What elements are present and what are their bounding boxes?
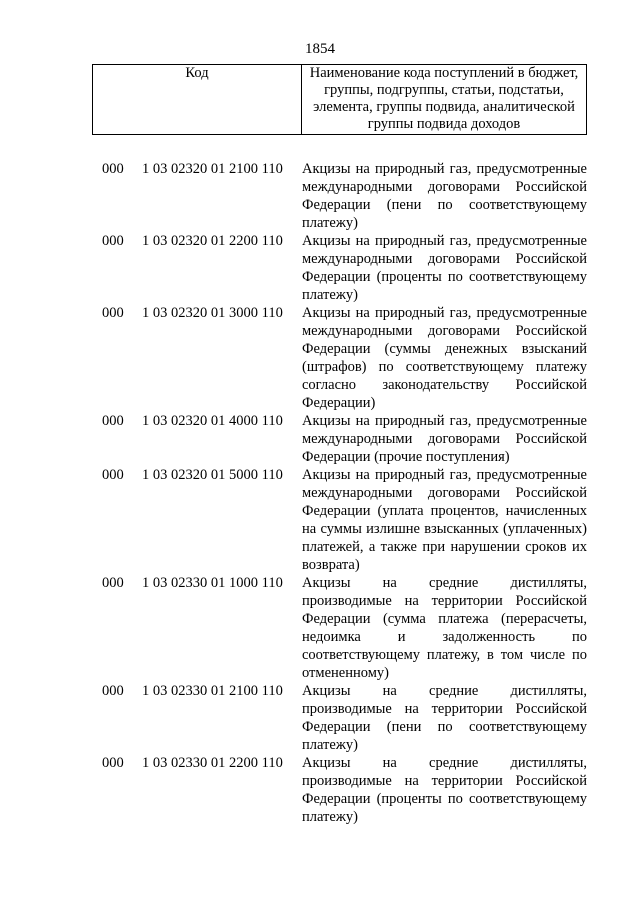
table-row — [92, 682, 587, 754]
income-code: 1 03 02330 01 2200 110 — [142, 755, 283, 771]
admin-code: 000 — [102, 755, 124, 771]
income-code-list — [92, 160, 587, 826]
income-code: 1 03 02320 01 4000 110 — [142, 413, 283, 429]
income-code: 1 03 02330 01 2100 110 — [142, 683, 283, 699]
income-name: Акцизы на средние дистилляты, производимые на территории Российской Федерации (пени по соответствующему платежу) — [302, 683, 587, 753]
income-name: Акцизы на природный газ, предусмотренные международными договорами Российской Федерации (проценты по соответствующему платежу) — [302, 233, 587, 303]
admin-code: 000 — [102, 233, 124, 249]
table-row — [92, 466, 587, 574]
code-column-header: Код — [93, 65, 302, 135]
table-row — [92, 232, 587, 304]
admin-code: 000 — [102, 467, 124, 483]
page-number: 1854 — [305, 41, 335, 57]
income-name: Акцизы на средние дистилляты, производимые на территории Российской Федерации (сумма платежа (перерасчеты, недоимка и задолженность по соответствующему платежу, в том числе по отмененному) — [302, 575, 587, 681]
income-code: 1 03 02320 01 5000 110 — [142, 467, 283, 483]
admin-code: 000 — [102, 161, 124, 177]
income-name: Акцизы на природный газ, предусмотренные международными договорами Российской Федерации (прочие поступления) — [302, 413, 587, 465]
table-row — [92, 412, 587, 466]
income-code: 1 03 02320 01 2100 110 — [142, 161, 283, 177]
table-row — [92, 160, 587, 232]
table-row — [92, 574, 587, 682]
income-name: Акцизы на природный газ, предусмотренные международными договорами Российской Федерации (суммы денежных взысканий (штрафов) по соответствующему платежу согласно законодательству Российской Федерации) — [302, 305, 587, 411]
income-code: 1 03 02330 01 1000 110 — [142, 575, 283, 591]
table-row — [92, 754, 587, 826]
admin-code: 000 — [102, 305, 124, 321]
admin-code: 000 — [102, 683, 124, 699]
name-column-header: Наименование кода поступлений в бюджет, группы, подгруппы, статьи, подстатьи, элемента, группы подвида, аналитической группы подвида доходов — [302, 65, 587, 135]
income-code: 1 03 02320 01 3000 110 — [142, 305, 283, 321]
income-name: Акцизы на природный газ, предусмотренные международными договорами Российской Федерации (пени по соответствующему платежу) — [302, 161, 587, 231]
admin-code: 000 — [102, 413, 124, 429]
income-name: Акцизы на природный газ, предусмотренные международными договорами Российской Федерации (уплата процентов, начисленных на суммы излишне взысканных (уплаченных) платежей, а также при нарушении сроков их возврата) — [302, 467, 587, 573]
admin-code: 000 — [102, 575, 124, 591]
income-code: 1 03 02320 01 2200 110 — [142, 233, 283, 249]
table-row — [92, 304, 587, 412]
table-header — [92, 64, 587, 135]
income-name: Акцизы на средние дистилляты, производимые на территории Российской Федерации (проценты по соответствующему платежу) — [302, 755, 587, 825]
